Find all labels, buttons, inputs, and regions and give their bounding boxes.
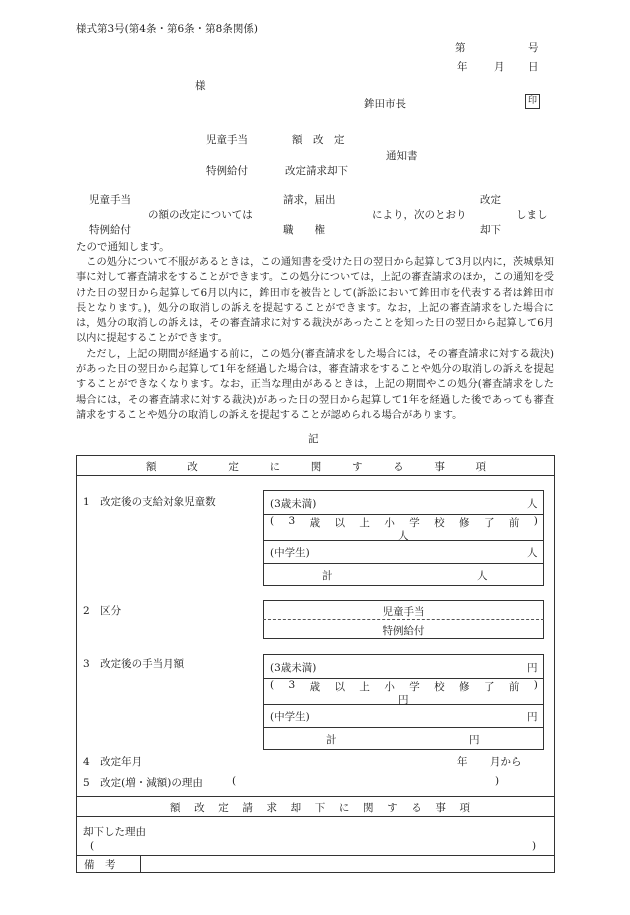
body-text	[76, 255, 554, 423]
mayor-name: 鉾田市長	[364, 98, 406, 110]
label-char: (	[270, 515, 275, 527]
label-char: 上	[359, 681, 370, 693]
body-paragraph-proviso: ただし，上記の期間が経過する前に，この処分(審査請求をした場合には，その審査請求に対する裁決)があった日の翌日から起算して1年を経過した場合は，審査請求をすることや処分の取消しの訴えを提起することができなくなります。なお，正当な理由があるときは，上記の期間やこの処分(審査請求をした場合には，その審査請求に対する裁決)があった日の翌日から起算して1年を経過した後であっても審査請求をすることや処分の取消しの訴えを提起することが認められる場合があります。	[76, 348, 554, 421]
label-char: 校	[434, 681, 445, 693]
label-char: 歳	[309, 517, 321, 529]
header-char: に	[338, 802, 350, 814]
label-char: 校	[434, 517, 445, 529]
revision-nen: 年	[457, 756, 468, 768]
label-char: 上	[359, 517, 370, 529]
item1-label: 1 改定後の支給対象児童数	[83, 496, 216, 508]
header-char: す	[351, 461, 363, 473]
rejection-open-paren: (	[90, 840, 95, 852]
header-char: 事	[434, 461, 445, 473]
count-under3-unit: 人	[527, 498, 538, 510]
amount-junior-high-label: (中学生)	[270, 711, 310, 723]
reason-close-paren: )	[495, 775, 500, 787]
intro-shimashi: しまし	[516, 209, 548, 221]
date-nen: 年	[457, 61, 468, 73]
count-total-label: 計	[322, 570, 333, 582]
label-char: 3	[288, 679, 296, 691]
count-under3-label: (3歳未満)	[270, 498, 317, 510]
header-char: 請	[242, 802, 253, 814]
label-char: 前	[508, 681, 520, 693]
header-char: す	[387, 802, 398, 814]
count-3to-elem-unit: 人	[398, 530, 409, 542]
label-char: 小	[384, 681, 395, 693]
item4-label: 4 改定年月	[83, 756, 143, 768]
header-char: 額	[146, 461, 157, 473]
header-char: 却	[290, 802, 302, 814]
header-char: 下	[314, 802, 326, 814]
number-dai: 第	[455, 42, 466, 54]
seal-stamp: 印	[525, 94, 540, 109]
label-char: 了	[483, 681, 495, 693]
title-kind-jidouteate: 児童手当	[206, 134, 248, 146]
divider	[263, 563, 544, 564]
label-char: (	[270, 679, 275, 691]
divider	[76, 796, 555, 797]
divider	[140, 855, 141, 873]
intro-shokken: 職 権	[283, 224, 325, 236]
header-char: る	[411, 802, 422, 814]
divider	[76, 475, 555, 476]
intro-text-1: の額の改定については	[148, 209, 253, 221]
date-gatsu: 月	[494, 61, 505, 73]
intro-text-2: により，次のとおり	[372, 209, 467, 221]
amount-3to-elem-unit: 円	[398, 694, 409, 706]
count-junior-high-unit: 人	[527, 547, 538, 559]
section-header-kaitei	[146, 459, 486, 474]
category-tokureikyufu: 特例給付	[382, 625, 425, 637]
count-total-unit: 人	[477, 570, 488, 582]
intro-kaitei: 改定	[480, 194, 501, 206]
header-char: 求	[266, 802, 277, 814]
header-char: 定	[228, 461, 239, 473]
remarks-label: 備 考	[84, 859, 116, 871]
addressee-sama: 様	[195, 80, 206, 92]
header-char: に	[269, 461, 281, 473]
amount-total-unit: 円	[469, 734, 480, 746]
header-char: 関	[363, 802, 374, 814]
label-char: 以	[334, 681, 346, 693]
header-char: 改	[194, 802, 205, 814]
intro-tokureikyufu: 特例給付	[89, 224, 131, 236]
form-title: 様式第3号(第4条・第6条・第8条関係)	[76, 23, 258, 35]
item3-label: 3 改定後の手当月額	[83, 658, 185, 670]
label-char: 修	[459, 681, 470, 693]
label-char: 前	[508, 517, 520, 529]
header-char: 額	[170, 802, 181, 814]
header-char: 定	[218, 802, 229, 814]
category-jidouteate: 児童手当	[382, 606, 425, 618]
label-char: 小	[384, 517, 395, 529]
date-nichi: 日	[528, 61, 539, 73]
divider	[76, 855, 555, 856]
header-char: 関	[310, 461, 322, 473]
amount-total-label: 計	[326, 734, 337, 746]
count-junior-high-label: (中学生)	[270, 547, 310, 559]
number-go: 号	[528, 42, 539, 54]
header-char: 改	[187, 461, 198, 473]
label-char: )	[533, 515, 538, 527]
intro-kyakka: 却下	[480, 224, 501, 236]
title-kaitei-kyakka: 改定請求却下	[285, 165, 348, 177]
body-paragraph-appeal: この処分について不服があるときは，この通知書を受けた日の翌日から起算して3月以内に，茨城県知事に対して審査請求をすることができます。この処分については，上記の審査請求のほか，この通知を受けた日の翌日から起算して6月以内に，鉾田市を被告として(訴訟において鉾田市を代表する者は鉾田市長となります。)，処分の取消しの訴えを提起することができます。なお，上記の審査請求をした場合には，処分の取消しの訴えは，その審査請求に対する裁決があったことを知った日の翌日から起算して6月以内に提起することができます。	[76, 257, 554, 345]
rejection-close-paren: )	[532, 840, 537, 852]
divider	[76, 816, 555, 817]
title-kind-tokureikyufu: 特例給付	[206, 165, 248, 177]
item5-label: 5 改定(増・減額)の理由	[83, 777, 203, 789]
amount-junior-high-unit: 円	[527, 711, 538, 723]
label-char: 3	[288, 515, 296, 527]
label-char: )	[533, 679, 538, 691]
label-char: 学	[409, 681, 420, 693]
intro-seikyu: 請求，届出	[283, 194, 336, 206]
label-char: 修	[459, 517, 470, 529]
ki-heading: 記	[308, 433, 319, 445]
label-char: 了	[483, 517, 495, 529]
dashed-divider	[263, 619, 544, 620]
label-char: 歳	[309, 681, 321, 693]
header-char: 項	[475, 461, 486, 473]
header-char: 項	[459, 802, 470, 814]
section-header-kyakka	[170, 800, 470, 815]
amount-under3-label: (3歳未満)	[270, 662, 317, 674]
intro-wrap: たので通知します。	[76, 241, 170, 253]
amount-under3-unit: 円	[527, 662, 538, 674]
reason-open-paren: (	[232, 775, 237, 787]
title-tsuchisho: 通知書	[386, 150, 418, 162]
header-char: 事	[435, 802, 446, 814]
rejection-reason-label: 却下した理由	[83, 826, 146, 838]
label-char: 学	[409, 517, 420, 529]
item2-label: 2 区分	[83, 605, 122, 617]
header-char: る	[393, 461, 404, 473]
intro-jidouteate: 児童手当	[89, 194, 131, 206]
revision-tsuki-kara: 月から	[490, 756, 522, 768]
label-char: 以	[334, 517, 346, 529]
divider	[263, 727, 544, 728]
title-gaku-kaitei: 額 改 定	[292, 134, 345, 146]
